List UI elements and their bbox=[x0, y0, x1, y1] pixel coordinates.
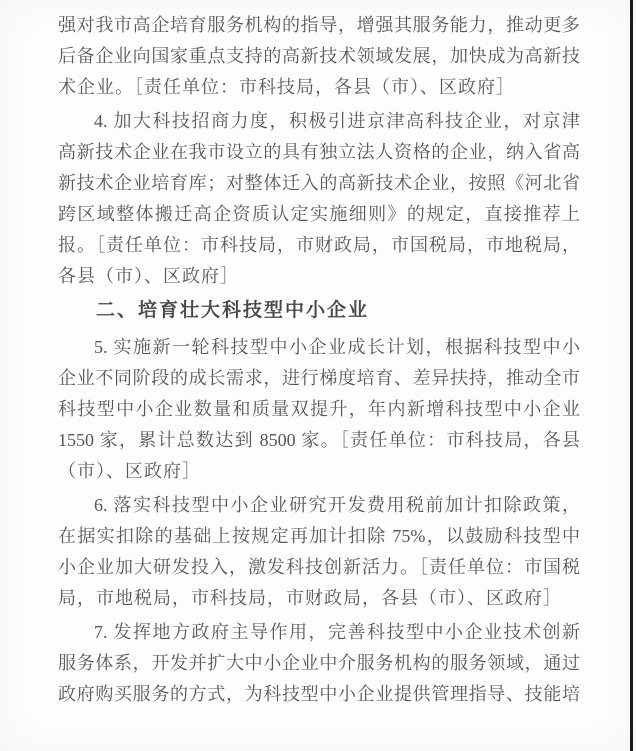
text-line: 1550 家，累计总数达到 8500 家。［责任单位：市科技局，各县 bbox=[58, 430, 580, 450]
text-line: 跨区域整体搬迁高企资质认定实施细则》的规定，直接推荐上 bbox=[58, 204, 580, 224]
text-line: 小企业加大研发投入，激发科技创新活力。［责任单位：市国税 bbox=[58, 557, 580, 577]
text-line-item-6: 6. 落实科技型中小企业研究开发费用税前加计扣除政策， bbox=[94, 495, 580, 515]
text-line: 服务体系，开发并扩大中小企业中介服务机构的服务领域，通过 bbox=[58, 653, 580, 673]
text-line: 新技术企业培育库；对整体迁入的高新技术企业，按照《河北省 bbox=[58, 173, 580, 193]
document-body bbox=[58, 10, 580, 710]
text-line: 政府购买服务的方式，为科技型中小企业提供管理指导、技能培 bbox=[58, 684, 580, 704]
text-line: 后备企业向国家重点支持的高新技术领域发展，加快成为高新技 bbox=[58, 46, 580, 66]
text-line: 强对我市高企培育服务机构的指导，增强其服务能力，推动更多 bbox=[58, 15, 580, 35]
text-line-responsibility: 术企业。［责任单位：市科技局，各县（市）、区政府］ bbox=[58, 77, 515, 97]
text-line: 科技型中小企业数量和质量双提升，年内新增科技型中小企业 bbox=[58, 399, 580, 419]
text-line: 企业不同阶段的成长需求，进行梯度培育、差异扶持，推动全市 bbox=[58, 368, 580, 388]
text-line-item-7: 7. 发挥地方政府主导作用，完善科技型中小企业技术创新 bbox=[94, 622, 580, 642]
text-line-responsibility: 局，市地税局，市科技局，市财政局，各县（市）、区政府］ bbox=[58, 588, 562, 608]
text-line-responsibility: 各县（市）、区政府］ bbox=[58, 266, 239, 286]
scan-edge-artifact bbox=[630, 0, 633, 751]
text-line-item-5: 5. 实施新一轮科技型中小企业成长计划，根据科技型中小 bbox=[94, 337, 580, 357]
text-line-responsibility: （市）、区政府］ bbox=[58, 461, 201, 481]
text-line: 高新技术企业在我市设立的具有独立法人资格的企业，纳入省高 bbox=[58, 142, 580, 162]
text-line: 报。［责任单位：市科技局，市财政局，市国税局，市地税局， bbox=[58, 235, 580, 255]
section-heading: 二、培育壮大科技型中小企业 bbox=[96, 300, 370, 321]
text-line: 在据实扣除的基础上按规定再加计扣除 75%，以鼓励科技型中 bbox=[58, 526, 580, 546]
text-line-item-4: 4. 加大科技招商力度，积极引进京津高科技企业，对京津 bbox=[94, 111, 580, 131]
